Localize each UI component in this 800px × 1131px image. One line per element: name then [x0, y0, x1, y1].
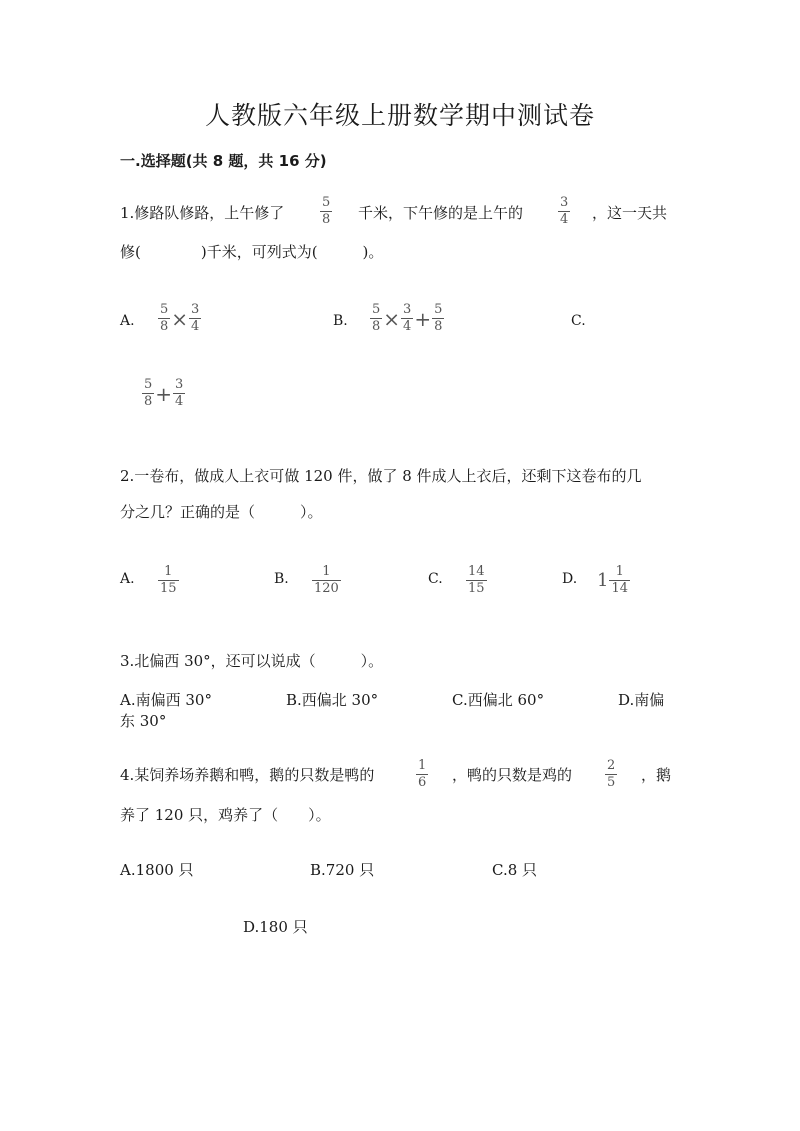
fraction-denominator: 120	[314, 581, 339, 596]
fraction-denominator: 4	[560, 212, 569, 227]
q2-option-d-mixed-number[interactable]	[597, 565, 630, 596]
q2-option-b-fraction[interactable]	[312, 565, 341, 596]
fraction-numerator: 5	[372, 302, 381, 317]
q1-fraction-morning	[320, 196, 332, 227]
fraction-numerator: 3	[560, 195, 569, 210]
fraction-numerator: 1	[164, 564, 173, 579]
fraction-denominator: 8	[160, 319, 169, 334]
q4-option-c[interactable]: C.8 只	[492, 861, 538, 879]
q1-option-b-expression[interactable]	[370, 303, 444, 334]
q1-option-c-label[interactable]: C.	[571, 313, 586, 329]
fraction	[142, 378, 154, 409]
fraction-numerator: 5	[160, 302, 169, 317]
q2-option-b-label[interactable]: B.	[274, 571, 289, 587]
fraction	[370, 303, 382, 334]
fraction-numerator: 14	[468, 564, 485, 579]
fraction-denominator: 4	[191, 319, 200, 334]
q4-fraction-duck-chicken	[605, 759, 617, 790]
fraction	[609, 565, 630, 596]
fraction-denominator: 8	[372, 319, 381, 334]
page-title: 人教版六年级上册数学期中测试卷	[204, 101, 595, 130]
q2-option-d-label[interactable]: D.	[562, 571, 578, 587]
fraction-denominator: 4	[175, 394, 184, 409]
q1-option-b-label[interactable]: B.	[333, 313, 348, 329]
q2-option-a-label[interactable]: A.	[120, 571, 135, 587]
q2-option-a-fraction[interactable]	[158, 565, 179, 596]
fraction-denominator: 5	[607, 775, 616, 790]
fraction-numerator: 2	[607, 758, 616, 773]
q1-option-a-label[interactable]: A.	[120, 313, 135, 329]
q3-stem: 3.北偏西 30°，还可以说成（ ）。	[120, 652, 384, 670]
fraction	[401, 303, 413, 334]
q1-option-a-expression[interactable]	[158, 303, 201, 334]
fraction-numerator: 5	[144, 377, 153, 392]
fraction	[158, 303, 170, 334]
q2-stem-line2: 分之几？正确的是（ ）。	[120, 503, 323, 521]
fraction-denominator: 14	[611, 581, 628, 596]
fraction-numerator: 5	[434, 302, 443, 317]
fraction-numerator: 1	[418, 758, 427, 773]
q4-option-d[interactable]: D.180 只	[243, 918, 308, 936]
fraction	[189, 303, 201, 334]
fraction	[432, 303, 444, 334]
q3-option-c[interactable]: C.西偏北 60°	[452, 691, 545, 709]
fraction-numerator: 3	[191, 302, 200, 317]
times-operator: ×	[171, 306, 189, 331]
plus-operator: +	[155, 381, 173, 406]
fraction-denominator: 4	[403, 319, 412, 334]
fraction-denominator: 8	[434, 319, 443, 334]
q1-stem-part1: 1.修路队修路，上午修了	[120, 204, 285, 222]
q2-stem-line1: 2.一卷布，做成人上衣可做 120 件，做了 8 件成人上衣后，还剩下这卷布的几	[120, 467, 642, 485]
q4-option-a[interactable]: A.1800 只	[120, 861, 194, 879]
plus-operator: +	[414, 306, 432, 331]
fraction-denominator: 15	[468, 581, 485, 596]
q2-option-c-fraction[interactable]	[466, 565, 487, 596]
fraction-numerator: 3	[403, 302, 412, 317]
q2-option-c-label[interactable]: C.	[428, 571, 443, 587]
q1-stem-part2: 千米，下午修的是上午的	[358, 204, 524, 222]
q3-option-d-continued[interactable]: 东 30°	[120, 712, 167, 730]
q4-stem-part3: ，鹅	[641, 766, 672, 784]
mixed-whole-part: 1	[597, 570, 609, 591]
q4-stem-part1: 4.某饲养场养鹅和鸭，鹅的只数是鸭的	[120, 766, 375, 784]
fraction-denominator: 6	[418, 775, 427, 790]
q4-fraction-goose-duck	[416, 759, 428, 790]
fraction	[173, 378, 185, 409]
q3-option-b[interactable]: B.西偏北 30°	[286, 691, 379, 709]
fraction-denominator: 8	[144, 394, 153, 409]
q1-fraction-ratio	[558, 196, 570, 227]
q3-option-d[interactable]: D.南偏	[618, 691, 665, 709]
fraction-denominator: 8	[322, 212, 331, 227]
section-heading: 一.选择题(共 8 题，共 16 分)	[120, 152, 327, 170]
times-operator: ×	[383, 306, 401, 331]
fraction-denominator: 15	[160, 581, 177, 596]
fraction-numerator: 1	[615, 564, 624, 579]
q4-option-b[interactable]: B.720 只	[310, 861, 375, 879]
q3-option-a[interactable]: A.南偏西 30°	[120, 691, 212, 709]
fraction-numerator: 1	[322, 564, 331, 579]
fraction-numerator: 3	[175, 377, 184, 392]
q1-option-c-expression[interactable]	[142, 378, 185, 409]
q1-stem-line2: 修( )千米，可列式为( )。	[120, 243, 384, 261]
q1-stem-part3: ，这一天共	[592, 204, 668, 222]
fraction-numerator: 5	[322, 195, 331, 210]
q4-stem-line2: 养了 120 只，鸡养了（ ）。	[120, 806, 331, 824]
q4-stem-part2: ，鸭的只数是鸡的	[452, 766, 573, 784]
